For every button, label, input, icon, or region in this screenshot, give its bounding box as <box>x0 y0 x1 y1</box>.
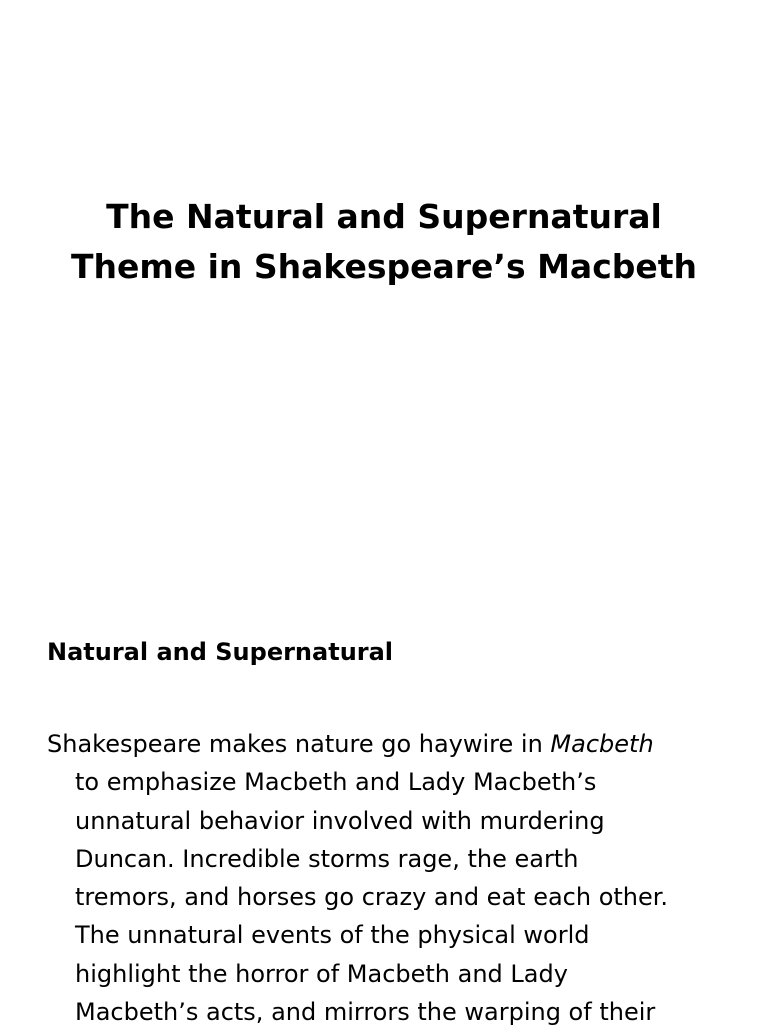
play-title-emphasis: Macbeth <box>550 730 654 758</box>
slide-title-line-1: The Natural and Supernatural <box>106 197 662 236</box>
paragraph-line-1 <box>47 725 747 763</box>
paragraph-line-8: Macbeth’s acts, and mirrors the warping of their <box>75 998 656 1027</box>
body-paragraph <box>47 725 747 1031</box>
slide-title-line-2: Theme in Shakespeare’s Macbeth <box>70 247 698 286</box>
paragraph-line-5: tremors, and horses go crazy and eat each other. <box>75 883 669 912</box>
slide-title <box>40 192 728 292</box>
paragraph-line-3: unnatural behavior involved with murdering <box>75 806 605 835</box>
paragraph-lead-text: Shakespeare makes nature go haywire in <box>47 730 551 758</box>
paragraph-line-4: Duncan. Incredible storms rage, the earth <box>75 844 579 873</box>
paragraph-line-6: The unnatural events of the physical world <box>75 921 590 950</box>
section-heading: Natural and Supernatural <box>47 638 394 666</box>
paragraph-line-2: to emphasize Macbeth and Lady Macbeth’s <box>75 768 597 797</box>
paragraph-line-7: highlight the horror of Macbeth and Lady <box>75 959 568 988</box>
